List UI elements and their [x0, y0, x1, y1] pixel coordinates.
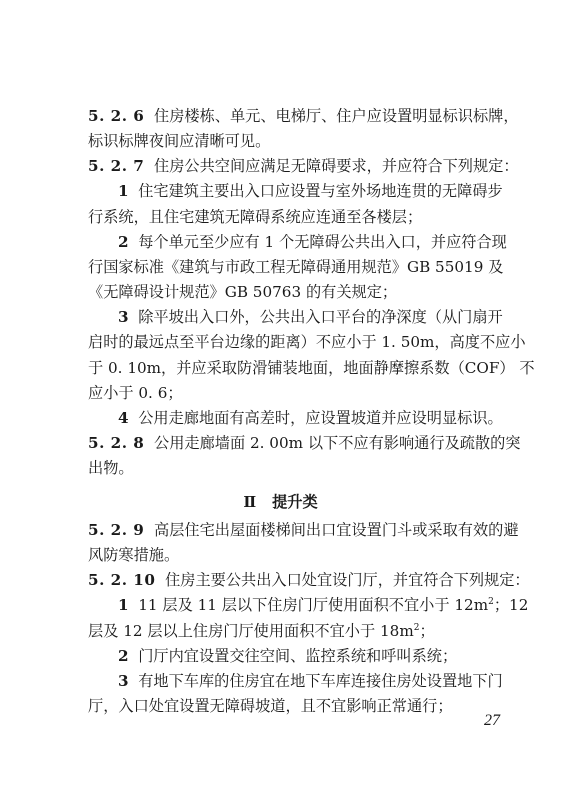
- item-text: 有地下车库的住房宜在地下车库连接住房处设置地下门: [138, 672, 503, 690]
- list-item-3-cont: [88, 358, 535, 378]
- item-text: 11 层及 11 层以下住房门厅使用面积不宜小于 12m: [138, 596, 489, 614]
- item-text: 层及 12 层以上住房门厅使用面积不宜小于 18m: [88, 622, 414, 640]
- clause-text: 公用走廊墙面 2. 00m 以下不应有影响通行及疏散的突: [154, 434, 521, 452]
- list-item-3-cont: [88, 332, 526, 352]
- list-item-3: [118, 671, 503, 691]
- clause-text: 住房公共空间应满足无障碍要求，并应符合下列规定：: [154, 157, 519, 175]
- item-number: 3: [118, 308, 129, 326]
- clause-text: 风防寒措施。: [88, 546, 180, 564]
- list-item-1: [118, 595, 529, 615]
- clause-5-2-9-cont: [88, 545, 492, 565]
- clause-number: 5. 2. 7: [88, 157, 145, 175]
- superscript: 2: [488, 597, 494, 607]
- item-text: 启时的最远点至平台边缘的距离）不应小于 1. 50m，高度不应小: [88, 333, 526, 351]
- item-text: ；: [419, 622, 435, 640]
- page-number: 27: [484, 712, 500, 729]
- list-item-3-cont: [88, 383, 492, 403]
- item-number: 1: [118, 182, 129, 200]
- clause-text: 高层住宅出屋面楼梯间出口宜设置门斗或采取有效的避: [154, 521, 519, 539]
- item-number: 3: [118, 672, 129, 690]
- clause-text: 住房主要公共出入口处宜设门厅，并宜符合下列规定：: [165, 571, 530, 589]
- clause-5-2-6: [88, 106, 519, 126]
- clause-5-2-8: [88, 433, 521, 453]
- item-number: 2: [118, 647, 129, 665]
- item-text: 行国家标准《建筑与市政工程无障碍通用规范》GB 55019 及: [88, 258, 504, 276]
- item-text: 《无障碍设计规范》GB 50763 的有关规定；: [88, 283, 398, 301]
- clause-5-2-8-cont: [88, 458, 492, 478]
- item-text: 公用走廊地面有高差时，应设置坡道并应设明显标识。: [138, 409, 503, 427]
- list-item-3: [118, 307, 503, 327]
- clause-number: 5. 2. 10: [88, 571, 156, 589]
- item-text: 行系统，且住宅建筑无障碍系统应连通至各楼层；: [88, 208, 423, 226]
- item-text: ；12: [493, 596, 529, 614]
- item-text: 应小于 0. 6；: [88, 384, 183, 402]
- item-text: 门厅内宜设置交往空间、监控系统和呼叫系统；: [138, 647, 458, 665]
- list-item-1: [118, 181, 503, 201]
- section-roman: Ⅱ: [243, 493, 257, 511]
- clause-text: 出物。: [88, 459, 134, 477]
- list-item-3-cont: [88, 696, 492, 716]
- clause-number: 5. 2. 6: [88, 107, 145, 125]
- clause-5-2-6-cont: [88, 131, 492, 151]
- clause-5-2-9: [88, 520, 519, 540]
- list-item-2: [118, 646, 492, 666]
- item-text: 住宅建筑主要出入口应设置与室外场地连贯的无障碍步: [138, 182, 503, 200]
- clause-5-2-10: [88, 570, 530, 590]
- list-item-2: [118, 232, 507, 252]
- list-item-1-cont: [88, 207, 492, 227]
- item-number: 1: [118, 596, 129, 614]
- item-number: 4: [118, 409, 129, 427]
- clause-number: 5. 2. 9: [88, 521, 145, 539]
- superscript: 2: [413, 623, 420, 633]
- clause-text: 住房楼栋、单元、电梯厅、住户应设置明显标识标牌，: [154, 107, 519, 125]
- list-item-2-cont: [88, 257, 504, 277]
- clause-5-2-7: [88, 156, 519, 176]
- item-text: 每个单元至少应有 1 个无障碍公共出入口，并应符合现: [138, 233, 507, 251]
- section-title: 提升类: [272, 493, 318, 511]
- clause-text: 标识标牌夜间应清晰可见。: [88, 132, 271, 150]
- list-item-4: [118, 408, 503, 428]
- section-heading: [0, 492, 561, 512]
- item-text: 除平坡出入口外，公共出入口平台的净深度（从门扇开: [138, 308, 503, 326]
- item-text: 于 0. 10m，并应采取防滑铺装地面，地面静摩擦系数（COF） 不: [88, 359, 535, 377]
- clause-number: 5. 2. 8: [88, 434, 145, 452]
- item-number: 2: [118, 233, 129, 251]
- list-item-1-cont: [88, 621, 492, 641]
- list-item-2-cont: [88, 282, 492, 302]
- item-text: 厅，入口处宜设置无障碍坡道，且不宜影响正常通行；: [88, 697, 453, 715]
